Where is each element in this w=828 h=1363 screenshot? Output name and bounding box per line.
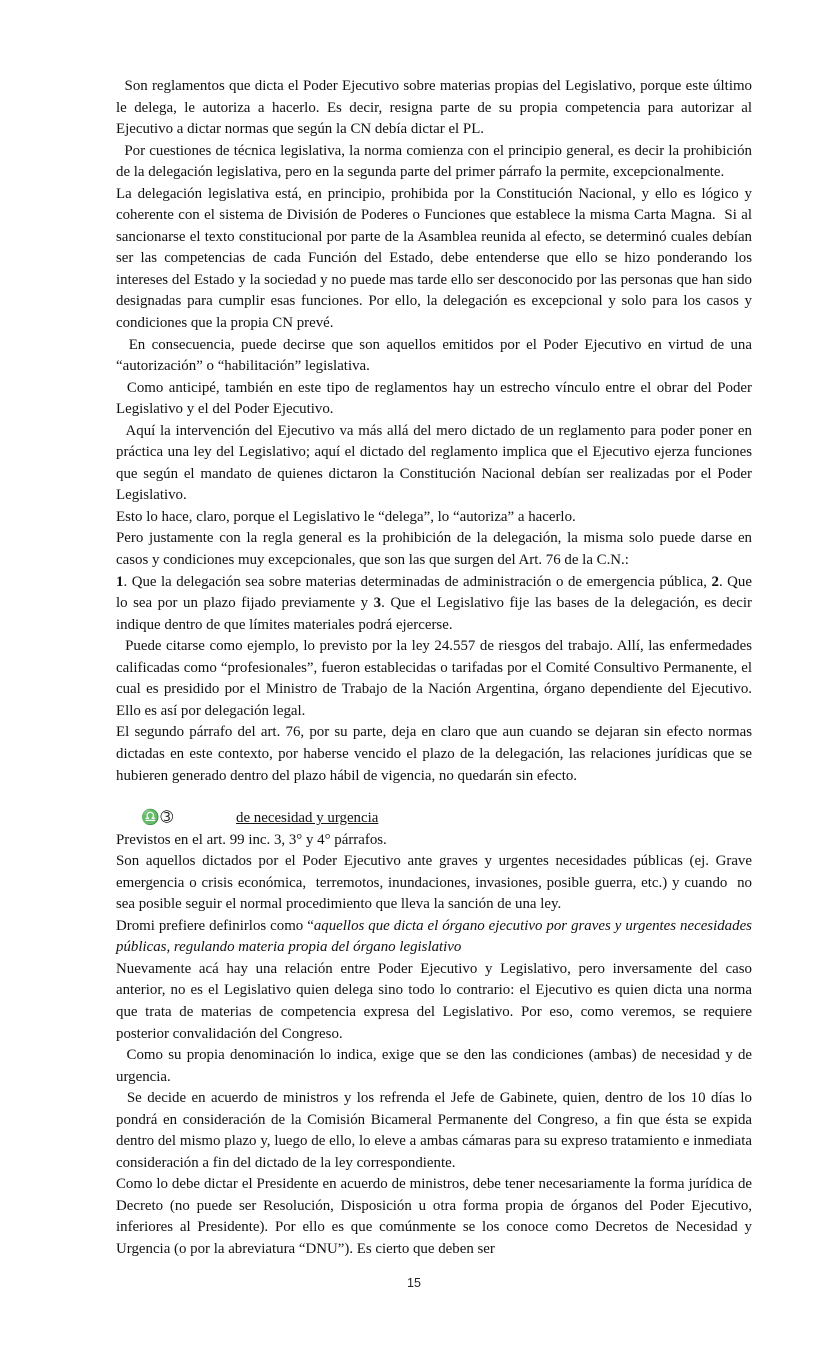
paragraph: El segundo párrafo del art. 76, por su parte, deja en claro que aun cuando se dejaran sin efecto normas dictadas en este contexto, por haberse vencido el plazo de la delegación, las relaciones jurídicas que se hubieren generado dentro del plazo hábil de vigencia, no quedarán sin efecto. (116, 724, 756, 784)
dromi-definition (116, 916, 752, 959)
condition-3: . Que el Legislativo fije las bases de la delegación, es decir indique dentro de que límites materiales podrá ejercerse. (116, 595, 752, 633)
page-number: 15 (407, 1276, 421, 1290)
section-symbol-icon: ♎➂ (141, 810, 175, 827)
paragraph: Nuevamente acá hay una relación entre Poder Ejecutivo y Legislativo, pero inversamente del caso anterior, no es el Legislativo quien delega sino todo lo contrario: el Ejecutivo es quien dicta una norma que trata de materias de competencia expresa del Legislativo. Por eso, como veremos, se requiere posterior convalidación del Congreso. (116, 960, 756, 1042)
paragraph: Como lo debe dictar el Presidente en acuerdo de ministros, debe tener necesariamente la forma jurídica de Decreto (no puede ser Resolución, Disposición u otra forma propia de órganos del Poder Ejecutivo, inferiores al Presidente). Por ello es que comúnmente se los conoce como Decretos de Necesidad y Urgencia (o por la abreviatura “DNU”). Es cierto que deben ser (116, 1176, 756, 1257)
condition-2: . Que lo sea por un plazo fijado previamente y (116, 573, 756, 612)
paragraph: Previstos en el art. 99 inc. 3, 3° y 4° párrafos. (116, 831, 387, 848)
paragraph: Como anticipé, también en este tipo de reglamentos hay un estrecho vínculo entre el obrar del Poder Legislativo y el del Poder Ejecutivo. (116, 379, 756, 418)
paragraph: Son reglamentos que dicta el Poder Ejecutivo sobre materias propias del Legislativo, porque este último le delega, le autoriza a hacerlo. Es decir, resigna parte de su propia competencia para autorizar al Ejecutivo a dictar normas que según la CN debía dictar el PL. (116, 78, 756, 138)
paragraph: La delegación legislativa está, en principio, prohibida por la Constitución Nacional, y ello es lógico y coherente con el sistema de División de Poderes o Funciones que establece la misma Carta Magna. Si al sancionarse el texto constitucional por parte de la Asamblea reunida al efecto, se determinó cuales debían ser las competencias de cada Función del Estado, debe entenderse que ello se hizo ponderando los intereses del Estado y la sociedad y no puede mas tarde ello ser desconocido por las personas que han sido designadas para cumplir esas funciones. Por ello, la delegación es excepcional y solo para los casos y condiciones que la propia CN prevé. (116, 185, 756, 332)
condition-1: . Que la delegación sea sobre materias determinadas de administración o de emergencia pública, (123, 573, 712, 590)
dromi-quote: aquellos que dicta el órgano ejecutivo por graves y urgentes necesidades públicas, regulando materia propia del órgano legislativo (116, 917, 752, 956)
paragraph: En consecuencia, puede decirse que son aquellos emitidos por el Poder Ejecutivo en virtud de una “autorización” o “habilitación” legislativa. (116, 336, 756, 375)
spacer (116, 787, 752, 808)
numbered-conditions (116, 572, 756, 637)
number-3: 3 (373, 595, 382, 612)
section-title: de necesidad y urgencia (236, 810, 379, 827)
dromi-lead: Dromi prefiere definirlos como “ (116, 917, 314, 934)
document-body (116, 76, 756, 1261)
section-heading (116, 808, 752, 830)
number-1: 1 (116, 573, 124, 590)
paragraph: Se decide en acuerdo de ministros y los refrenda el Jefe de Gabinete, quien, dentro de los 10 días lo pondrá en consideración de la Comisión Bicameral Permanente del Congreso, a fin que ésta se expida dentro del mismo plazo y, luego de ello, lo eleve a ambas cámaras para su expreso tratamiento e inmediata consideración a fin del dictado de la ley correspondiente. (116, 1090, 756, 1171)
paragraph: Esto lo hace, claro, porque el Legislativo le “delega”, lo “autoriza” a hacerlo. (116, 508, 576, 525)
paragraph: Aquí la intervención del Ejecutivo va más allá del mero dictado de un reglamento para poder poner en práctica una ley del Legislativo; aquí el dictado del reglamento implica que el Ejecutivo ejerza funciones que según el mandato de quienes dictaron la Constitución Nacional debían ser realizadas por el Poder Legislativo. (116, 422, 756, 504)
paragraph: Son aquellos dictados por el Poder Ejecutivo ante graves y urgentes necesidades públicas (ej. Grave emergencia o crisis económica, terremotos, inundaciones, invasiones, posible guerra, etc.) y cuando no sea posible seguir el normal procedimiento que lleva la sanción de una ley. (116, 853, 756, 913)
paragraph: Como su propia denominación lo indica, exige que se den las condiciones (ambas) de necesidad y de urgencia. (116, 1047, 756, 1085)
paragraph: Puede citarse como ejemplo, lo previsto por la ley 24.557 de riesgos del trabajo. Allí, las enfermedades calificadas como “profesionales”, fueron establecidas o tarifadas por el Comité Consultivo Permanente, el cual es presidido por el Ministro de Trabajo de la Nación Argentina, órgano dependiente del Ejecutivo. Ello es así por delegación legal. (116, 638, 756, 719)
paragraph: Pero justamente con la regla general es la prohibición de la delegación, la misma solo puede darse en casos y condiciones muy excepcionales, que son las que surgen del Art. 76 de la C.N.: (116, 530, 756, 569)
number-2: 2 (711, 573, 719, 590)
paragraph: Por cuestiones de técnica legislativa, la norma comienza con el principio general, es decir la prohibición de la delegación legislativa, pero en la segunda parte del primer párrafo la permite, excepcionalmente. (116, 142, 756, 181)
